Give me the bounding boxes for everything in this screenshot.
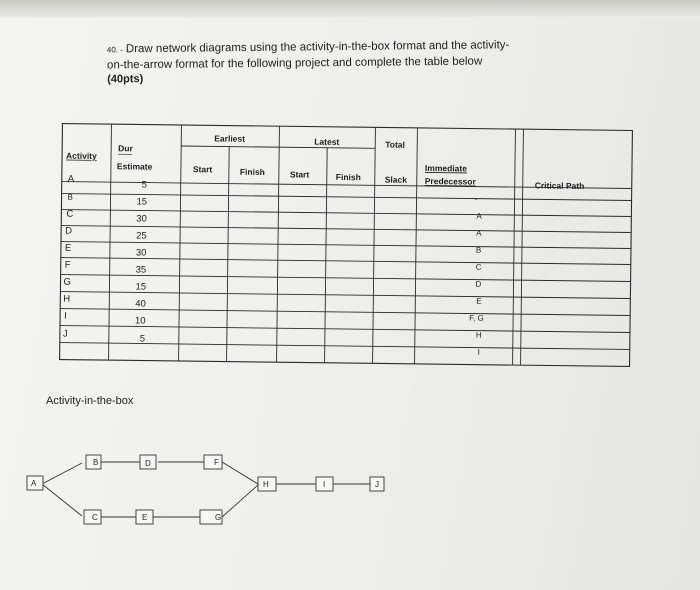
row-predecessor: F, G: [469, 313, 484, 323]
header-estimate: Estimate: [116, 161, 153, 172]
row-duration: 35: [135, 264, 147, 276]
row-duration: 40: [135, 298, 146, 310]
row-activity: C: [66, 208, 74, 220]
header-slack: Slack: [384, 174, 408, 185]
row-duration: 30: [135, 247, 147, 259]
node-c: C: [92, 513, 98, 522]
row-predecessor: A: [476, 228, 482, 238]
row-predecessor: B: [475, 245, 482, 255]
question-number: 40. -: [106, 45, 123, 55]
header-immediate: Immediate: [424, 162, 468, 174]
header-earliest-start: Start: [192, 164, 213, 175]
question-points: (40pts): [107, 73, 144, 86]
row-activity: D: [65, 225, 73, 237]
header-critical-path: Critical Path: [534, 180, 585, 191]
row-predecessor: -: [474, 193, 478, 205]
row-duration: 15: [135, 281, 147, 293]
row-activity: G: [63, 276, 71, 288]
header-earliest-finish: Finish: [239, 166, 265, 178]
node-g: G: [215, 513, 222, 522]
node-a: A: [31, 479, 37, 488]
diagram-nodes: [27, 455, 384, 524]
node-j: J: [375, 480, 379, 489]
row-duration: 30: [136, 213, 147, 225]
row-duration: 5: [141, 179, 148, 191]
row-predecessor: E: [476, 296, 482, 306]
row-duration: 10: [134, 315, 146, 327]
row-predecessor: I: [477, 347, 480, 357]
row-activity: J: [62, 328, 68, 340]
node-e: E: [142, 513, 148, 522]
row-predecessor: A: [476, 211, 482, 221]
header-activity: Activity: [66, 150, 97, 161]
row-predecessor: H: [475, 330, 482, 340]
schedule-table: [60, 124, 633, 367]
node-h: H: [263, 480, 269, 489]
row-predecessor: C: [475, 262, 482, 272]
header-latest: Latest: [314, 136, 340, 147]
row-activity: B: [67, 192, 73, 202]
question-line-1-text: Draw network diagrams using the activity-in-the-box format and the activity-: [125, 39, 510, 56]
row-duration: 15: [136, 196, 148, 208]
header-earliest: Earliest: [214, 133, 246, 144]
header-latest-finish: Finish: [335, 171, 361, 183]
header-latest-start: Start: [289, 169, 310, 180]
node-f: F: [214, 458, 219, 467]
node-box-f: [204, 455, 222, 469]
header-predecessor: Predecessor: [424, 175, 476, 187]
question-line-2: on-the-arrow format for the following project and complete the table below: [106, 55, 483, 71]
row-predecessor: D: [475, 279, 482, 289]
row-activity: H: [63, 293, 71, 305]
row-activity: I: [64, 310, 67, 322]
header-dur: Dur: [118, 143, 133, 154]
row-activity: E: [64, 242, 72, 254]
row-activity: A: [67, 173, 75, 185]
node-i: I: [323, 480, 326, 489]
node-d: D: [145, 459, 151, 468]
section-title-activity-in-the-box: Activity-in-the-box: [46, 395, 134, 407]
row-activity: F: [64, 259, 71, 271]
row-duration: 5: [139, 333, 146, 345]
node-b: B: [93, 458, 99, 467]
header-total: Total: [385, 139, 405, 150]
row-duration: 25: [136, 230, 147, 242]
